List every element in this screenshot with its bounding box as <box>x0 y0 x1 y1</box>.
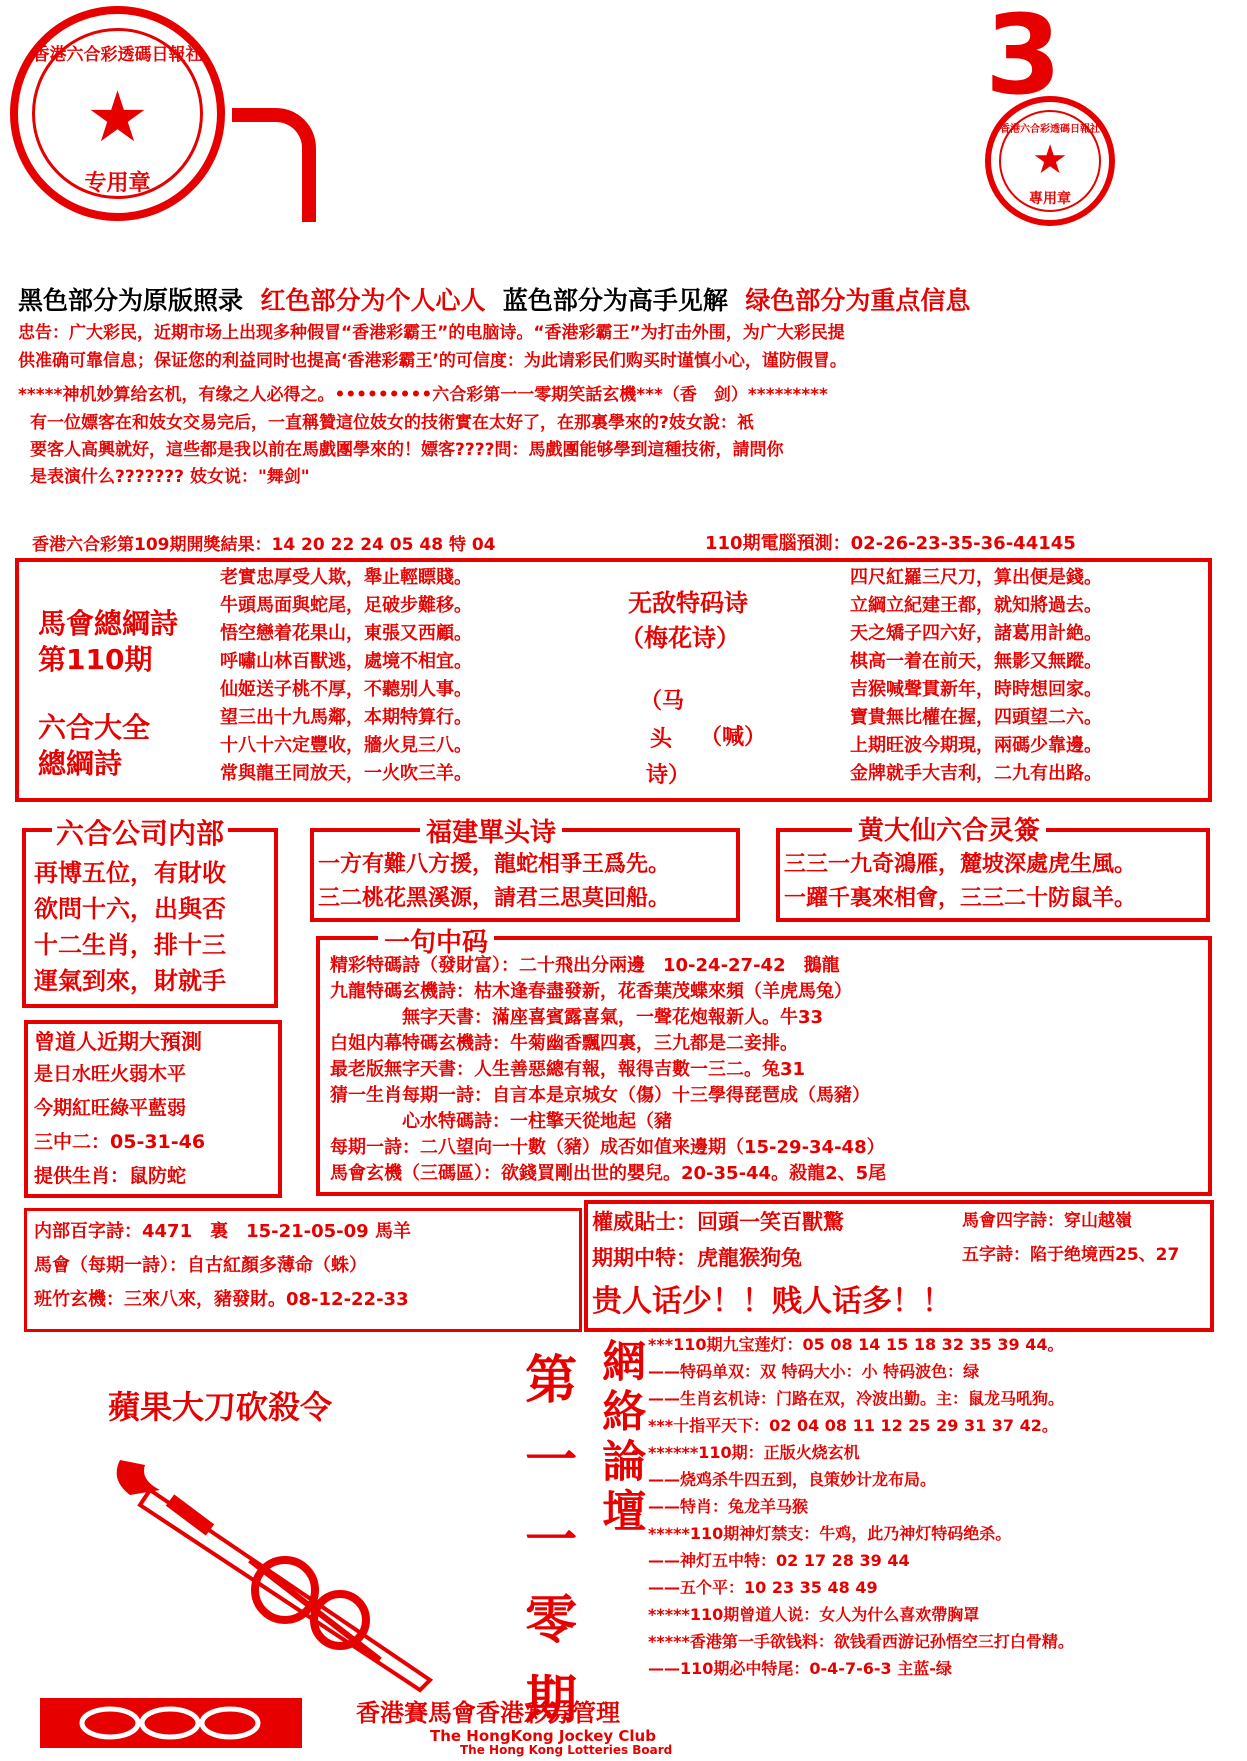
poem-left-column <box>220 568 472 792</box>
footer-logo <box>40 1698 302 1748</box>
poem-line: 悟空戀着花果山，東張又西顧。 <box>220 623 472 644</box>
box-title: 黄大仙六合灵簽 <box>852 810 1046 847</box>
tips-motto: 贵人话少！！贱人话多！！ <box>592 1284 952 1319</box>
poem-line: 呼嘯山林百獸逃，處境不相宜。 <box>220 651 472 672</box>
special-poem-title: 无敌特码诗 <box>628 589 748 617</box>
poem-line: 棋高一着在前天，無影又無蹤。 <box>850 651 1102 672</box>
box-line: 猜一生肖每期一詩：自言本是京城女（傷）十三學得琵琶成（馬豬） <box>330 1085 870 1106</box>
special-poem-note: （喊） <box>700 725 767 750</box>
poem-line: 立綱立紀建王都，就知將過去。 <box>850 595 1102 616</box>
poem-right-column <box>850 568 1102 792</box>
poem-line: 吉猴喊聲貫新年，時時想回家。 <box>850 679 1102 700</box>
footer-org-en: The HongKong Jockey Club <box>430 1727 656 1745</box>
box-line: 十二生肖，排十三 <box>34 931 226 959</box>
special-poem-note: 诗） <box>646 763 691 788</box>
forum-line: ——特码单双：双 特码大小：小 特码波色：绿 <box>648 1362 980 1381</box>
poem-line: 四尺紅羅三尺刀，算出便是錢。 <box>850 567 1102 588</box>
poem-line: 寶貴無比權在握，四頭望二六。 <box>850 707 1102 728</box>
apple-knife-title: 蘋果大刀砍殺令 <box>108 1388 333 1426</box>
box-line: 内部百字詩：4471 裏 15-21-05-09 馬羊 <box>34 1221 411 1242</box>
forum-lines <box>648 1336 1074 1687</box>
box-line: 心水特碼詩：一柱擎天從地起（豬 <box>330 1111 672 1132</box>
seal-stamp-left <box>10 6 225 221</box>
notice-line: 忠告：广大彩民，近期市场上出现多种假冒“香港彩霸王”的电脑诗。“香港彩霸王”为打击外围，为广大彩民提 <box>18 323 845 343</box>
knife-illustration <box>100 1440 470 1700</box>
forum-line: ——110期必中特尾：0-4-7-6-3 主蓝-绿 <box>648 1659 952 1678</box>
poem-line: 仙姬送子桃不厚，不聽别人事。 <box>220 679 472 700</box>
box-line: 是日水旺火弱木平 <box>34 1063 187 1085</box>
seal-center-text: 专用章 <box>84 171 151 196</box>
poem-line: 上期旺波今期現，兩碼少靠邊。 <box>850 735 1102 756</box>
poem-title: 六合大全 <box>38 711 151 744</box>
star-icon: ★ <box>1032 137 1068 183</box>
one-line-code-lines <box>330 956 886 1190</box>
poem-title: 總綱詩 <box>38 747 123 780</box>
poem-title: 第110期 <box>38 643 153 676</box>
legend-red: 红色部分为个人心人 <box>260 286 486 315</box>
vertical-period-title <box>515 1352 576 1752</box>
vertical-forum-title <box>596 1338 652 1538</box>
box-line: 一躍千裏來相會，三三二十防鼠羊。 <box>784 886 1137 911</box>
daoren-lines <box>34 1030 205 1200</box>
box-title: 曾道人近期大預測 <box>34 1030 202 1054</box>
tips-line: 期期中特：虎龍猴狗兔 <box>592 1246 802 1270</box>
legend-blue: 蓝色部分为高手见解 <box>502 286 728 315</box>
seal-ring-text: 香港六合彩透碼日報社 <box>32 45 203 65</box>
seal-stamp-right <box>985 96 1115 226</box>
poem-line: 十八十六定豐收，牆火見三八。 <box>220 735 472 756</box>
joke-title: *****神机妙算给玄机，有缘之人必得之。•••••••••六合彩第一一零期笑話玄機***（香 剑）********* <box>18 385 828 405</box>
star-icon: ★ <box>86 76 149 158</box>
wong-tai-sin-lines <box>784 852 1136 920</box>
box-title: 六合公司内部 <box>52 812 228 852</box>
draw-result: 香港六合彩第109期開獎結果：14 20 22 24 05 48 特 04 <box>32 535 496 555</box>
forum-line: *****香港第一手欲钱料：欲钱看西游记孙悟空三打白骨精。 <box>648 1632 1074 1651</box>
legend-black: 黑色部分为原版照录 <box>18 286 244 315</box>
box-line: 運氣到來，財就手 <box>34 967 226 995</box>
footer-logo-pattern-icon <box>40 1698 302 1748</box>
joke-line: 是表演什么??????? 妓女说："舞剑" <box>30 467 310 487</box>
vertical-text: 第一一零期 <box>515 1352 576 1752</box>
box-line: 白姐内幕特碼玄機詩：牛菊幽香飄四裏，三九都是二妾排。 <box>330 1033 798 1054</box>
joke-line: 有一位嫖客在和妓女交易完后，一直稱贊這位妓女的技術實在太好了，在那裏學來的?妓女說：衹 <box>30 413 754 433</box>
box-line: 三中二：05-31-46 <box>34 1131 206 1153</box>
poem-line: 牛頭馬面與蛇尾，足破步難移。 <box>220 595 472 616</box>
tips-line: 權威貼士：回頭一笑百獸驚 <box>592 1210 844 1234</box>
forum-line: ——神灯五中特：02 17 28 39 44 <box>648 1551 910 1570</box>
forum-line: ——生肖玄机诗：门路在双，冷波出勤。主：鼠龙马吼狗。 <box>648 1389 1065 1408</box>
special-poem-note: 头 <box>650 727 673 752</box>
forum-line: ——烧鸡杀牛四五到，良策妙计龙布局。 <box>648 1470 937 1489</box>
box-line: 欲問十六，出與否 <box>34 895 226 923</box>
box-line: 班竹玄機：三來八來，豬發財。08-12-22-33 <box>34 1289 409 1310</box>
forum-line: *****110期曾道人说：女人为什么喜欢帶胸罩 <box>648 1605 980 1624</box>
tips-line: 馬會四字詩：穿山越嶺 <box>962 1211 1132 1231</box>
notice-line: 供准确可靠信息；保证您的利益同时也提高‘香港彩霸王’的可信度：为此请彩民们购买时谨慎小心，谨防假冒。 <box>18 351 847 371</box>
forum-line: ***十指平天下：02 04 08 11 12 25 29 31 37 42。 <box>648 1416 1058 1435</box>
box-title: 一句中码 <box>378 922 494 959</box>
vertical-text: 網絡論壇 <box>594 1338 646 1538</box>
decorative-glyph: 3 <box>985 0 1062 119</box>
box-line: 提供生肖：鼠防蛇 <box>34 1165 187 1187</box>
forum-line: ——特肖：兔龙羊马猴 <box>648 1497 809 1516</box>
special-poem-subtitle: （梅花诗） <box>620 624 740 652</box>
forum-line: *****110期神灯禁支：牛鸡，此乃神灯特码绝杀。 <box>648 1524 1012 1543</box>
footer-org-en: The Hong Kong Lotteries Board <box>460 1743 673 1757</box>
poem-line: 天之矯子四六好，諸葛用計絶。 <box>850 623 1102 644</box>
special-poem-note: （马 <box>640 689 685 714</box>
forum-line: ******110期：正版火烧玄机 <box>648 1443 860 1462</box>
poem-line: 望三出十九馬鄰，本期特算行。 <box>220 707 472 728</box>
box-line: 一方有難八方援，龍蛇相爭王爲先。 <box>318 852 671 877</box>
footer-org-cn: 香港賽馬會香港彩券管理 <box>356 1699 620 1727</box>
forum-line: ***110期九宝莲灯：05 08 14 15 18 32 35 39 44。 <box>648 1335 1064 1354</box>
box-line: 精彩特碼詩（發財富）：二十飛出分兩邊 10-24-27-42 鵝龍 <box>330 955 840 976</box>
poem-title: 馬會總綱詩 <box>38 607 179 640</box>
computer-prediction: 110期電腦預測：02-26-23-35-36-44145 <box>705 533 1076 554</box>
poem-line: 常與龍王同放天，一火吹三羊。 <box>220 763 472 784</box>
seal-ring-text: 香港六合彩透碼日報社 <box>1000 124 1100 135</box>
box-line: 三三一九奇鴻雁，麓坡深處虎生風。 <box>784 852 1137 877</box>
color-legend <box>18 287 970 316</box>
tips-line: 五字詩：陷于绝境西25、27 <box>962 1245 1180 1265</box>
fujian-poem-lines <box>318 852 670 920</box>
box-line: 馬會玄機（三碼區）：欲錢買剛出世的嬰兒。20-35-44。殺龍2、5尾 <box>330 1163 887 1184</box>
company-internal-lines <box>34 860 226 1004</box>
box-title: 福建單头诗 <box>420 812 562 849</box>
box-line: 馬會（每期一詩）：自古紅顏多薄命（蛛） <box>34 1255 367 1276</box>
box-line: 無字天書：滿座喜賓露喜氣，一聲花炮報新人。牛33 <box>330 1007 824 1028</box>
decorative-glyph <box>232 108 316 222</box>
box-line: 再博五位，有財收 <box>34 859 226 887</box>
box-line: 每期一詩：二八望向一十數（豬）成否如值来邊期（15-29-34-48） <box>330 1137 885 1158</box>
poem-line: 金牌就手大吉利，二九有出路。 <box>850 763 1102 784</box>
seal-center-text: 專用章 <box>1029 191 1071 207</box>
box-line: 九龍特碼玄機詩：枯木逢春盡發新，花香葉茂蝶來頻（羊虎馬兔） <box>330 981 852 1002</box>
forum-line: ——五个平：10 23 35 48 49 <box>648 1578 878 1597</box>
hundred-word-lines <box>34 1222 411 1324</box>
poem-line: 老實忠厚受人欺，舉止輕瞟賤。 <box>220 567 472 588</box>
joke-line: 要客人高興就好，這些都是我以前在馬戲團學來的！嫖客????問：馬戲團能够學到這種技術，請問你 <box>30 440 784 460</box>
box-line: 三二桃花黑溪源，請君三思莫回船。 <box>318 886 671 911</box>
box-line: 最老版無字天書：人生善惡總有報，報得吉數一三二。兔31 <box>330 1059 806 1080</box>
box-line: 今期紅旺綠平藍弱 <box>34 1097 187 1119</box>
legend-green: 绿色部分为重点信息 <box>745 286 971 315</box>
